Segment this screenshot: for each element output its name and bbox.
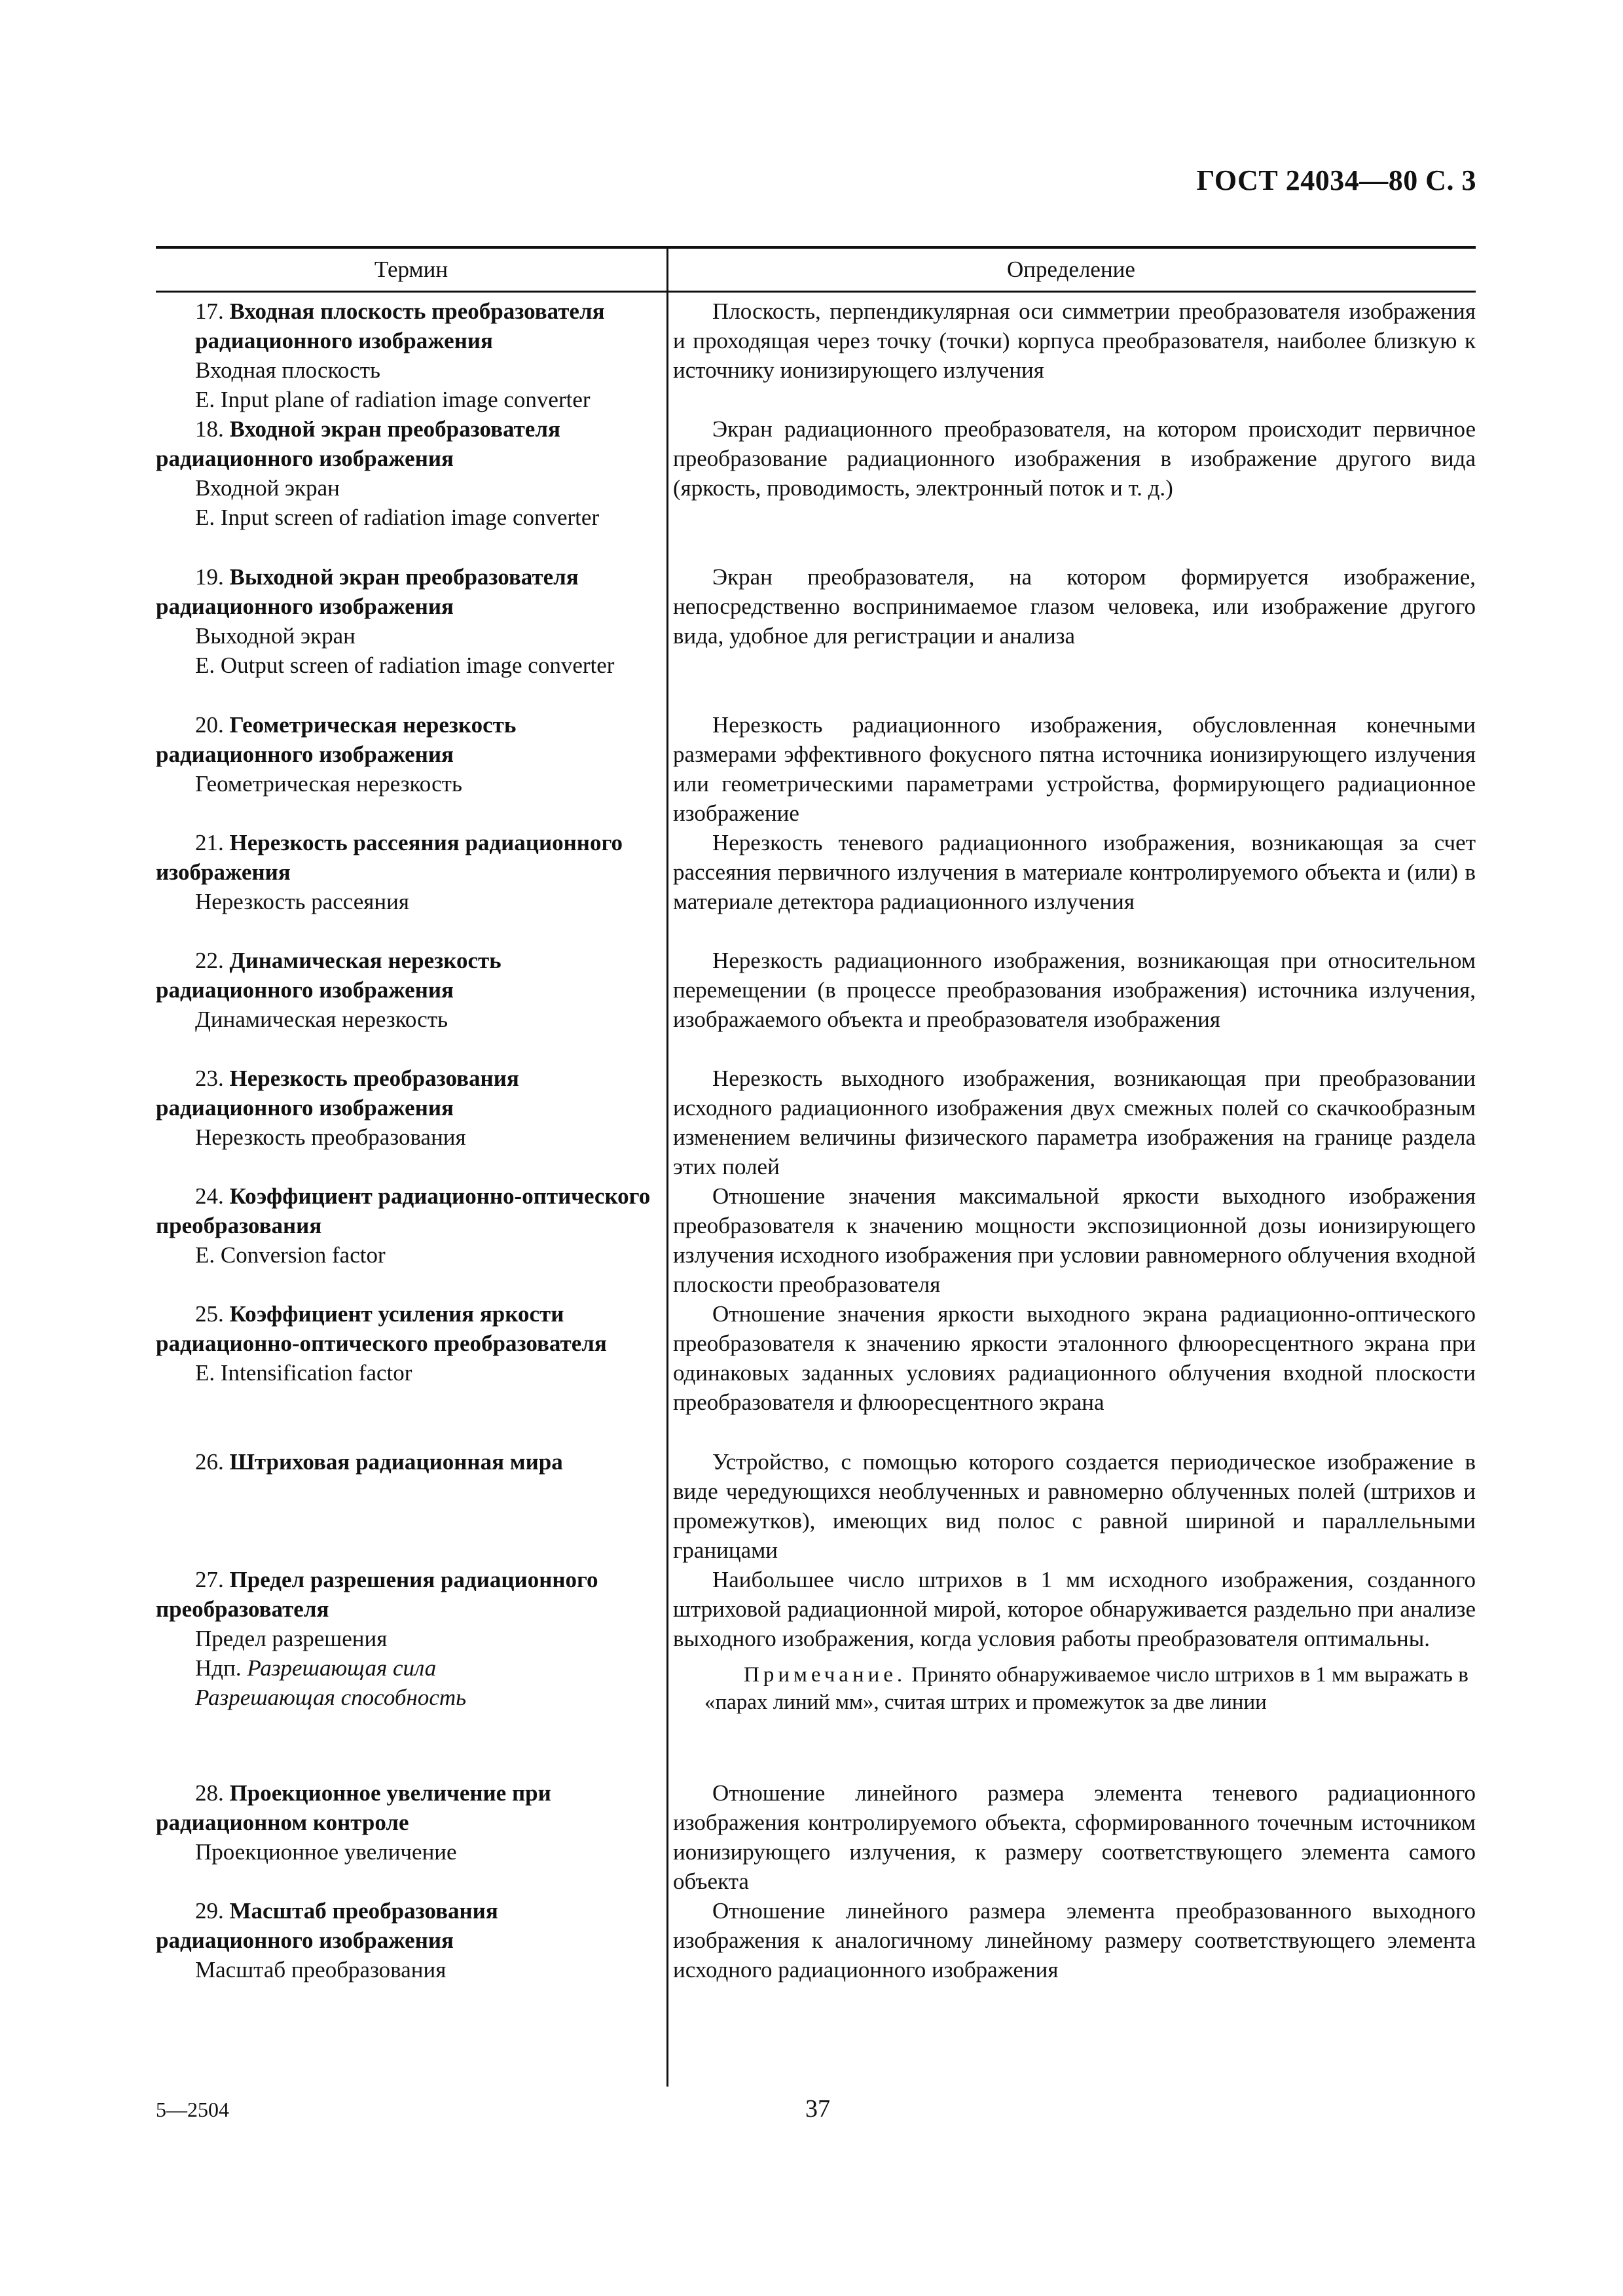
table-row <box>156 946 1476 1064</box>
definition-cell: Нерезкость теневого радиационного изображения, возникающая за счет рассеяния первичного излучения в материале контролируемого объекта и (или) в материале детектора радиационного излучения <box>673 830 1476 914</box>
table-row <box>156 1064 1476 1181</box>
term-cell <box>156 562 666 710</box>
term-number: 20. <box>195 712 224 738</box>
table-row <box>156 1778 1476 1896</box>
table-row <box>156 1447 1476 1565</box>
column-divider <box>666 246 668 2087</box>
term-cell <box>156 828 666 946</box>
term-title: Коэффициент усиления яркости радиационно-оптического преобразователя <box>156 1301 607 1356</box>
term-cell <box>156 1896 666 1988</box>
term-title: Геометрическая нерезкость радиационного изображения <box>156 712 517 767</box>
note-text: Принято обнаруживаемое число штрихов в 1 мм выражать в «парах линий мм», считая штрих и промежуток за две линии <box>704 1663 1468 1714</box>
term-deprecated: Ндп. Разрешающая сила <box>195 1655 437 1681</box>
term-synonym: Входная плоскость <box>195 357 380 383</box>
column-header-definition: Определение <box>1007 257 1135 282</box>
table-row <box>156 828 1476 946</box>
term-number: 17. <box>195 298 224 324</box>
definition-cell: Экран преобразователя, на котором формируется изображение, непосредственно воспринимаемое глазом человека, или изображение другого вида, удобное для регистрации и анализа <box>673 564 1476 649</box>
term-number: 21. <box>195 830 224 855</box>
definition-cell: Отношение линейного размера элемента преобразованного выходного изображения к аналогичному линейному размеру соответствующего элемента исходного радиационного изображения <box>673 1898 1476 1982</box>
term-synonym: Проекционное увеличение <box>195 1839 457 1865</box>
definition-cell: Отношение значения яркости выходного экрана радиационно-оптического преобразователя к значению яркости эталонного флюоресцентного экрана при одинаковых заданных условиях радиационного облучения входной плоскости преобразователя и флюоресцентного экрана <box>673 1301 1476 1415</box>
term-title: Нерезкость рассеяния радиационного изображения <box>156 830 623 885</box>
term-synonym: Нерезкость преобразования <box>195 1124 466 1150</box>
term-number: 28. <box>195 1780 224 1806</box>
term-title: Выходной экран преобразователя радиационного изображения <box>156 564 579 619</box>
table-row <box>156 1299 1476 1447</box>
term-title: Масштаб преобразования радиационного изображения <box>156 1898 498 1953</box>
term-english: E. Input screen of radiation image converter <box>195 505 600 530</box>
term-synonym: Нерезкость рассеяния <box>195 889 409 914</box>
term-number: 22. <box>195 948 224 973</box>
table-row <box>156 1565 1476 1778</box>
definition-cell: Отношение значения максимальной яркости выходного изображения преобразователя к значению мощности экспозиционной дозы ионизирующего излучения исходного изображения при условии равномерного облучения входной плоскости преобразователя <box>673 1183 1476 1297</box>
term-title: Проекционное увеличение при радиационном контроле <box>156 1780 551 1835</box>
term-number: 24. <box>195 1183 224 1209</box>
table-row <box>156 414 1476 562</box>
term-cell <box>156 1565 666 1778</box>
term-english: E. Intensification factor <box>195 1360 412 1386</box>
table-row <box>156 710 1476 828</box>
term-cell <box>156 1447 666 1565</box>
table-row <box>156 1181 1476 1299</box>
term-number: 19. <box>195 564 224 590</box>
term-cell <box>156 1299 666 1447</box>
term-english: E. Input plane of radiation image converter <box>195 387 591 412</box>
term-cell <box>156 946 666 1064</box>
definition-cell: Плоскость, перпендикулярная оси симметрии преобразователя изображения и проходящая через точку (точки) корпуса преобразователя, наиболее близкую к источнику ионизирующего излучения <box>673 298 1476 383</box>
term-cell <box>156 296 666 414</box>
table-row <box>156 296 1476 414</box>
term-number: 18. <box>195 416 224 442</box>
term-cell <box>156 710 666 828</box>
terms-table <box>156 246 1476 1988</box>
table-row <box>156 1896 1476 1988</box>
table-row <box>156 562 1476 710</box>
definition-cell: Нерезкость выходного изображения, возникающая при преобразовании исходного радиационного изображения двух смежных полей со скачкообразным изменением величины физического параметра изображения на границе раздела этих полей <box>673 1066 1476 1179</box>
note <box>704 1661 1476 1716</box>
term-cell <box>156 414 666 562</box>
term-number: 25. <box>195 1301 224 1327</box>
term-cell <box>156 1181 666 1299</box>
definition-cell: Отношение линейного размера элемента теневого радиационного изображения контролируемого объекта, сформированного точечным источником ионизирующего излучения, к размеру соответствующего элемента самого объекта <box>673 1780 1476 1894</box>
page-header: ГОСТ 24034—80 С. 3 <box>1196 164 1476 196</box>
term-deprecated: Разрешающая способность <box>195 1685 467 1710</box>
term-title: Коэффициент радиационно-оптического преобразования <box>156 1183 651 1238</box>
term-english: E. Conversion factor <box>195 1242 386 1268</box>
definition-cell: Наибольшее число штрихов в 1 мм исходного изображения, созданного штриховой радиационной мирой, которое обнаруживается раздельно при анализе выходного изображения, когда условия работы преобразователя оптимальны. Примечание. Принято обнаруживаемое число штрихов в 1 мм выражать в «парах линий мм», считая штрих и промежуток за две линии <box>666 1565 1476 1778</box>
term-number: 26. <box>195 1449 224 1475</box>
column-header-term: Термин <box>374 257 448 282</box>
term-synonym: Выходной экран <box>195 623 356 649</box>
definition-cell: Экран радиационного преобразователя, на котором происходит первичное преобразование радиационного изображения в изображение другого вида (яркость, проводимость, электронный поток и т. д.) <box>673 416 1476 501</box>
term-synonym: Предел разрешения <box>195 1626 388 1651</box>
term-synonym: Масштаб преобразования <box>195 1957 447 1982</box>
term-synonym: Геометрическая нерезкость <box>195 771 462 797</box>
definition-cell: Нерезкость радиационного изображения, обусловленная конечными размерами эффективного фокусного пятна источника ионизирующего излучения или геометрическими параметрами устройства, формирующего радиационное изображение <box>673 712 1476 826</box>
term-title: Нерезкость преобразования радиационного изображения <box>156 1066 519 1121</box>
term-number: 27. <box>195 1567 224 1592</box>
term-title: Предел разрешения радиационного преобразователя <box>156 1567 598 1622</box>
term-title: Входной экран преобразователя радиационного изображения <box>156 416 560 471</box>
term-cell <box>156 1778 666 1896</box>
table-body <box>156 293 1476 1988</box>
term-cell <box>156 1064 666 1181</box>
note-label: Примечание. <box>744 1663 907 1687</box>
term-number: 23. <box>195 1066 224 1091</box>
footer-code: 5—2504 <box>156 2098 229 2121</box>
term-title: Динамическая нерезкость радиационного изображения <box>156 948 501 1003</box>
page-number: 37 <box>805 2095 830 2123</box>
definition-cell: Устройство, с помощью которого создается периодическое изображение в виде чередующихся необлученных и равномерно облученных полей (штрихов и промежутков), имеющих вид полос с равной шириной и параллельными границами <box>673 1449 1476 1563</box>
term-title: Входная плоскость преобразователя радиационного изображения <box>195 298 605 353</box>
term-synonym: Входной экран <box>195 475 340 501</box>
term-title: Штриховая радиационная мира <box>229 1449 563 1475</box>
term-english: E. Output screen of radiation image converter <box>195 653 615 678</box>
definition-cell: Нерезкость радиационного изображения, возникающая при относительном перемещении (в процессе преобразования изображения) источника излучения, изображаемого объекта и преобразователя изображения <box>673 948 1476 1032</box>
term-number: 29. <box>195 1898 224 1924</box>
table-column-headers <box>156 249 1476 291</box>
term-synonym: Динамическая нерезкость <box>195 1007 448 1032</box>
